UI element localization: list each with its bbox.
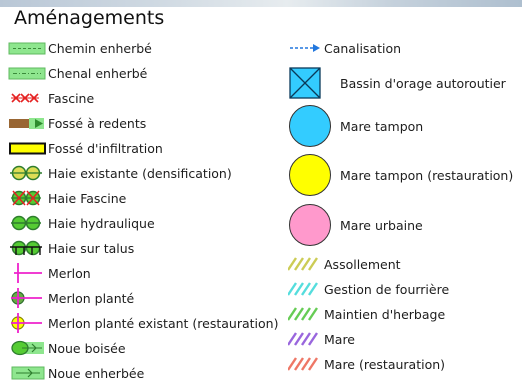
gestion-fourriere-icon bbox=[288, 281, 324, 297]
mare-tampon-restauration-icon bbox=[288, 153, 340, 197]
fosse-a-redents-icon bbox=[8, 115, 48, 131]
legend-title: Aménagements bbox=[14, 7, 165, 29]
legend-item-mare-tampon-restauration bbox=[288, 153, 513, 197]
chenal-enherbe-icon bbox=[8, 65, 48, 81]
mare-tampon-icon bbox=[288, 104, 340, 148]
legend-label: Merlon bbox=[48, 265, 91, 281]
legend-label: Fossé d'infiltration bbox=[48, 140, 163, 156]
legend-label: Mare tampon bbox=[340, 118, 424, 134]
legend-label: Mare (restauration) bbox=[324, 356, 446, 372]
merlon-plante-existant-icon bbox=[8, 312, 48, 334]
mare-urbaine-icon bbox=[288, 203, 340, 247]
haie-fascine-icon bbox=[8, 189, 48, 207]
maintien-herbage-icon bbox=[288, 306, 324, 322]
legend-label: Noue boisée bbox=[48, 340, 126, 356]
legend-label: Haie Fascine bbox=[48, 190, 127, 206]
legend-label: Canalisation bbox=[324, 40, 402, 56]
legend-item-noue-enherbee bbox=[8, 361, 144, 385]
legend-label: Maintien d'herbage bbox=[324, 306, 446, 322]
legend-item-haie-fascine bbox=[8, 186, 126, 210]
legend-item-merlon-plante-existant bbox=[8, 311, 278, 335]
haie-sur-talus-icon bbox=[8, 239, 48, 257]
chemin-enherbe-icon bbox=[8, 40, 48, 56]
legend-label: Merlon planté bbox=[48, 290, 135, 306]
legend-label: Noue enherbée bbox=[48, 365, 145, 381]
legend-item-assollement bbox=[288, 252, 401, 276]
legend-label: Haie existante (densification) bbox=[48, 165, 232, 181]
merlon-icon bbox=[8, 262, 48, 284]
legend-item-chemin-enherbe bbox=[8, 36, 152, 60]
legend-item-gestion-fourriere bbox=[288, 277, 449, 301]
legend-label: Mare bbox=[324, 331, 355, 347]
legend-item-mare bbox=[288, 327, 355, 351]
legend-label: Assollement bbox=[324, 256, 401, 272]
fascine-icon bbox=[8, 90, 48, 106]
legend-item-fosse-redents bbox=[8, 111, 146, 135]
legend-label: Chenal enherbé bbox=[48, 65, 148, 81]
legend-item-bassin-orage bbox=[288, 66, 506, 100]
legend-label: Mare tampon (restauration) bbox=[340, 167, 514, 183]
fosse-infiltration-icon bbox=[8, 140, 48, 156]
legend-item-fosse-infiltration bbox=[8, 136, 163, 160]
legend-label: Mare urbaine bbox=[340, 217, 423, 233]
haie-existante-icon bbox=[8, 164, 48, 182]
legend-item-chenal-enherbe bbox=[8, 61, 147, 85]
mare-hatch-icon bbox=[288, 331, 324, 347]
canalisation-icon bbox=[288, 40, 324, 56]
legend-item-mare-restauration bbox=[288, 352, 445, 376]
legend-item-fascine bbox=[8, 86, 94, 110]
haie-hydraulique-icon bbox=[8, 214, 48, 232]
legend-label: Haie sur talus bbox=[48, 240, 135, 256]
legend-label: Fossé à redents bbox=[48, 115, 147, 131]
legend-label: Merlon planté existant (restauration) bbox=[48, 315, 279, 331]
legend-label: Haie hydraulique bbox=[48, 215, 155, 231]
legend-item-canalisation bbox=[288, 36, 401, 60]
legend-item-haie-hydraulique bbox=[8, 211, 155, 235]
legend-item-mare-urbaine bbox=[288, 203, 423, 247]
mare-restauration-hatch-icon bbox=[288, 356, 324, 372]
merlon-plante-icon bbox=[8, 287, 48, 309]
legend-item-haie-existante bbox=[8, 161, 232, 185]
noue-enherbee-icon bbox=[8, 364, 48, 382]
legend-item-mare-tampon bbox=[288, 104, 423, 148]
legend-item-noue-boisee bbox=[8, 336, 126, 360]
legend-label: Chemin enherbé bbox=[48, 40, 152, 56]
legend-item-merlon-plante bbox=[8, 286, 134, 310]
legend-item-haie-sur-talus bbox=[8, 236, 134, 260]
bassin-orage-icon bbox=[288, 66, 340, 100]
assollement-icon bbox=[288, 256, 324, 272]
legend-item-merlon bbox=[8, 261, 91, 285]
legend-label: Gestion de fourrière bbox=[324, 281, 450, 297]
legend-label: Fascine bbox=[48, 90, 95, 106]
noue-boisee-icon bbox=[8, 339, 48, 357]
legend-item-maintien-herbage bbox=[288, 302, 445, 326]
legend-label: Bassin d'orage autoroutier bbox=[340, 75, 506, 91]
